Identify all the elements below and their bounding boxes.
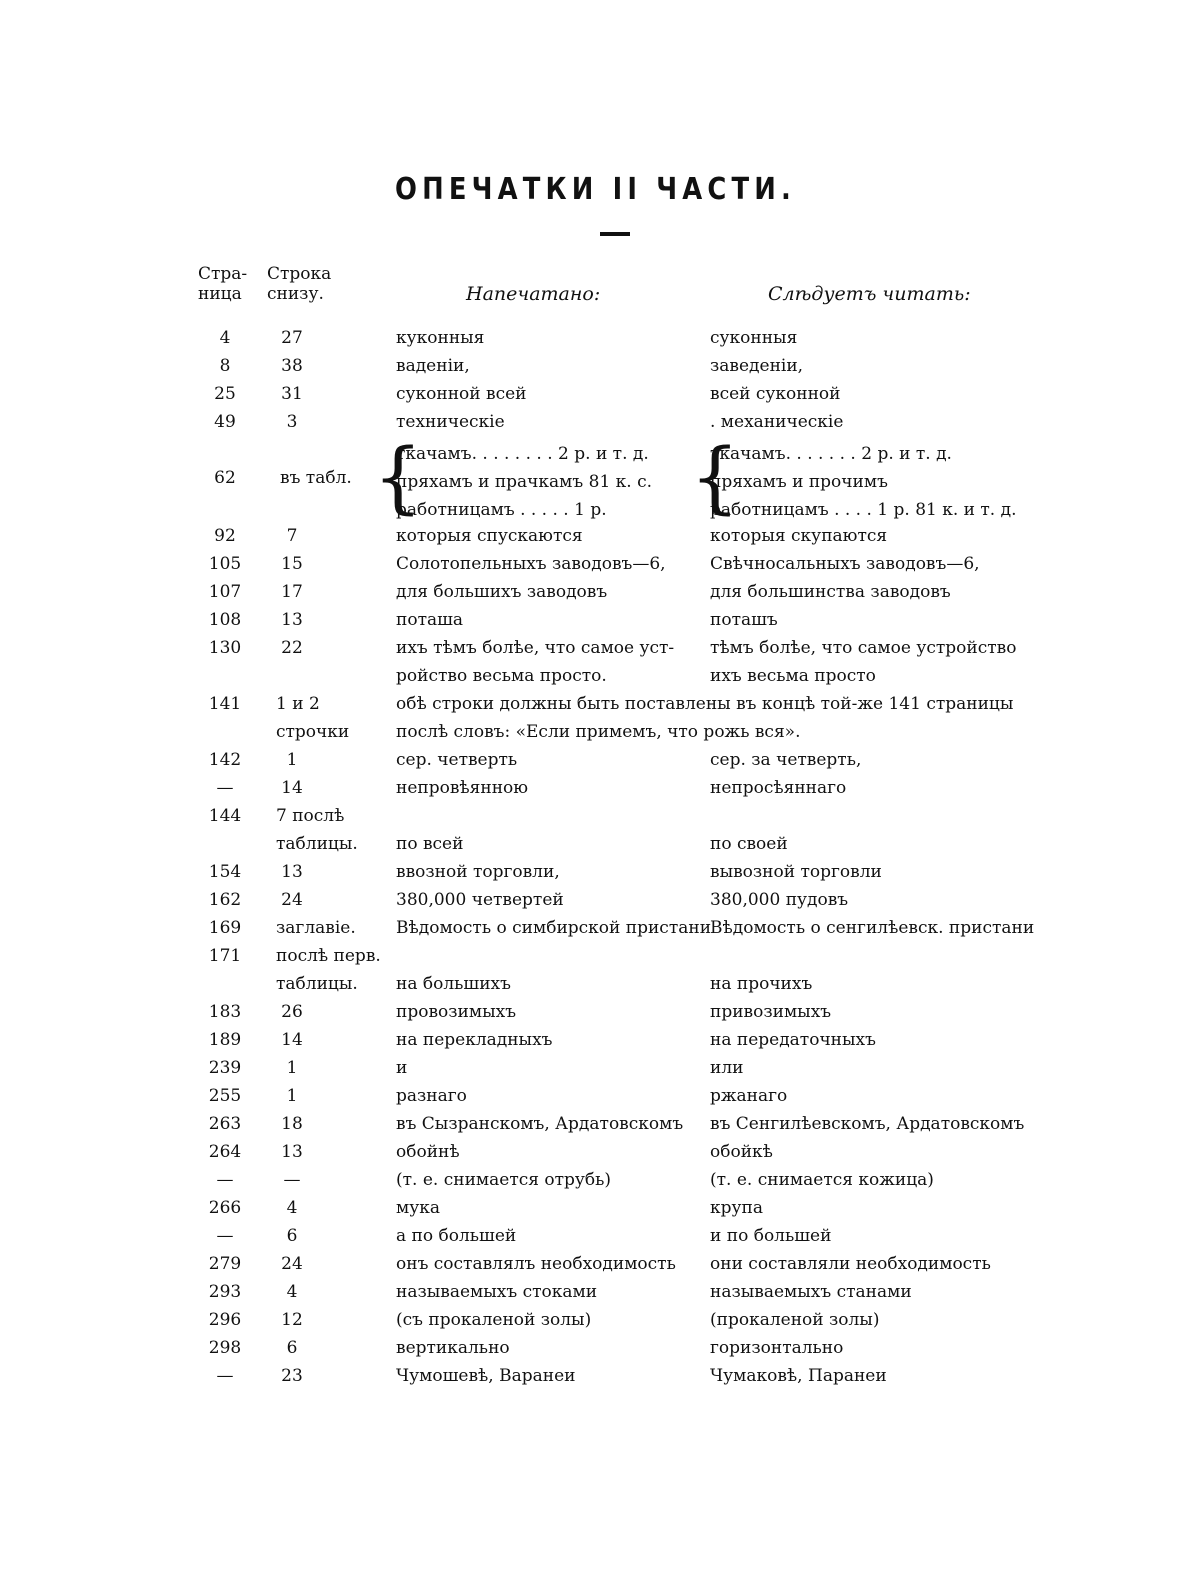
table-row [0, 858, 1191, 886]
line-cell: 27 [281, 328, 303, 348]
line-cell: 14 [281, 1030, 303, 1050]
line-cell: таблицы. [276, 974, 358, 994]
brace-line: работницамъ . . . . 1 р. 81 к. и т. д. [710, 500, 1017, 520]
printed-cell: разнаго [396, 1086, 467, 1106]
read-cell: крупа [710, 1198, 763, 1218]
printed-cell: ввозной торговли, [396, 862, 560, 882]
table-row [0, 746, 1191, 774]
printed-cell: на большихъ [396, 974, 511, 994]
page-cell: 264 [208, 1142, 242, 1162]
line-cell: 7 послѣ [276, 806, 345, 826]
line-cell: 1 [286, 1086, 298, 1106]
printed-cell: техническіе [396, 412, 505, 432]
table-row-brace [0, 433, 1191, 523]
brace-line: ткачамъ. . . . . . . 2 р. и т. д. [710, 444, 952, 464]
table-row [0, 1110, 1191, 1138]
table-row [0, 324, 1191, 352]
printed-cell: онъ составлялъ необходимость [396, 1254, 676, 1274]
line-cell: 17 [281, 582, 303, 602]
table-row [0, 886, 1191, 914]
line-cell: 22 [281, 638, 303, 658]
table-row [0, 578, 1191, 606]
read-cell: и по большей [710, 1226, 832, 1246]
line-cell: 6 [286, 1226, 298, 1246]
printed-cell: непровѣянною [396, 778, 529, 798]
page-cell: 105 [208, 554, 242, 574]
line-cell: 13 [281, 1142, 303, 1162]
line-cell: 24 [281, 890, 303, 910]
printed-cell: Чумошевѣ, Варанеи [396, 1366, 576, 1386]
table-row [0, 1362, 1191, 1390]
table-row [0, 998, 1191, 1026]
printed-lines [396, 440, 652, 524]
title-rule [600, 232, 630, 236]
printed-cell: въ Сызранскомъ, Ардатовскомъ [396, 1114, 684, 1134]
read-cell: суконныя [710, 328, 798, 348]
page-cell: 255 [208, 1086, 242, 1106]
printed-cell: для большихъ заводовъ [396, 582, 608, 602]
read-cell: заведеніи, [710, 356, 804, 376]
table-row [0, 1194, 1191, 1222]
line-cell: 1 [286, 1058, 298, 1078]
line-cell: строчки [276, 722, 350, 742]
read-cell: на прочихъ [710, 974, 813, 994]
read-cell: (прокаленой золы) [710, 1310, 880, 1330]
table-row [0, 802, 1191, 830]
table-row [0, 1054, 1191, 1082]
line-cell: — [283, 1170, 301, 1190]
table-row [0, 634, 1191, 662]
page-cell: 266 [208, 1198, 242, 1218]
page-cell: 4 [219, 328, 231, 348]
page-cell: — [216, 1226, 234, 1246]
page-cell: 107 [208, 582, 242, 602]
header-page-line2: ница [198, 284, 242, 304]
printed-cell: сер. четверть [396, 750, 518, 770]
read-cell: ихъ весьма просто [710, 666, 876, 686]
read-cell: обойкѣ [710, 1142, 773, 1162]
printed-cell: послѣ словъ: «Если примемъ, что рожь вся». [396, 722, 801, 742]
printed-cell: суконной всей [396, 384, 527, 404]
brace-line: пряхамъ и прочимъ [710, 472, 888, 492]
read-cell: Свѣчносальныхъ заводовъ—6, [710, 554, 980, 574]
printed-cell: поташа [396, 610, 464, 630]
line-cell: 1 и 2 [276, 694, 320, 714]
read-lines [710, 440, 1017, 524]
table-row [0, 1026, 1191, 1054]
page-cell: — [216, 778, 234, 798]
printed-cell: и [396, 1058, 408, 1078]
header-page [198, 264, 247, 304]
printed-cell: куконныя [396, 328, 485, 348]
line-cell: 38 [281, 356, 303, 376]
read-cell: по своей [710, 834, 788, 854]
line-cell: 1 [286, 750, 298, 770]
header-line-line2: снизу. [267, 284, 324, 304]
printed-cell: на перекладныхъ [396, 1030, 553, 1050]
table-row [0, 1334, 1191, 1362]
printed-cell: провозимыхъ [396, 1002, 517, 1022]
printed-cell: ройство весьма просто. [396, 666, 607, 686]
page-cell: 108 [208, 610, 242, 630]
page-cell: 189 [208, 1030, 242, 1050]
read-cell: Чумаковѣ, Паранеи [710, 1366, 887, 1386]
printed-cell: ваденіи, [396, 356, 470, 376]
page-cell: 296 [208, 1310, 242, 1330]
page-cell: — [216, 1170, 234, 1190]
printed-cell: ихъ тѣмъ болѣе, что самое уст- [396, 638, 675, 658]
page-cell: 239 [208, 1058, 242, 1078]
line-cell: заглавіе. [276, 918, 356, 938]
read-cell: называемыхъ станами [710, 1282, 912, 1302]
printed-cell: обойнѣ [396, 1142, 460, 1162]
page-cell: 169 [208, 918, 242, 938]
table-row [0, 1306, 1191, 1334]
read-cell: вывозной торговли [710, 862, 882, 882]
page-cell: 154 [208, 862, 242, 882]
table-row [0, 718, 1191, 746]
line-cell: 7 [286, 526, 298, 546]
read-cell: горизонтально [710, 1338, 844, 1358]
page-cell: 8 [219, 356, 231, 376]
page-cell: 171 [208, 946, 242, 966]
table-row [0, 380, 1191, 408]
printed-cell: вертикально [396, 1338, 510, 1358]
table-row [0, 1082, 1191, 1110]
page-cell: 62 [214, 468, 236, 488]
page-cell: — [216, 1366, 234, 1386]
printed-cell: 380,000 четвертей [396, 890, 564, 910]
read-cell: въ Сенгилѣевскомъ, Ардатовскомъ [710, 1114, 1025, 1134]
read-cell: которыя скупаются [710, 526, 888, 546]
brace-line: работницамъ . . . . . 1 р. [396, 500, 607, 520]
page-cell: 263 [208, 1114, 242, 1134]
printed-cell: (съ прокаленой золы) [396, 1310, 592, 1330]
read-cell: ржанаго [710, 1086, 788, 1106]
table-row [0, 1166, 1191, 1194]
read-cell: привозимыхъ [710, 1002, 832, 1022]
table-row [0, 606, 1191, 634]
printed-cell: мука [396, 1198, 440, 1218]
page-cell: 144 [208, 806, 242, 826]
line-cell: 15 [281, 554, 303, 574]
read-cell: на передаточныхъ [710, 1030, 876, 1050]
line-cell: 18 [281, 1114, 303, 1134]
printed-cell: обѣ строки должны быть поставлены въ концѣ той-же 141 страницы [396, 694, 1014, 714]
brace-line: ткачамъ. . . . . . . . 2 р. и т. д. [396, 444, 649, 464]
line-cell: таблицы. [276, 834, 358, 854]
printed-cell: а по большей [396, 1226, 517, 1246]
page-cell: 130 [208, 638, 242, 658]
errata-table [0, 324, 1191, 1390]
header-line-line1: Строка [267, 264, 332, 284]
line-cell: 4 [286, 1282, 298, 1302]
table-row [0, 690, 1191, 718]
page-cell: 298 [208, 1338, 242, 1358]
table-row [0, 830, 1191, 858]
line-cell: 14 [281, 778, 303, 798]
page-cell: 141 [208, 694, 242, 714]
page-cell: 142 [208, 750, 242, 770]
line-cell: 23 [281, 1366, 303, 1386]
printed-cell: Вѣдомость о симбирской пристани [396, 918, 712, 938]
table-row [0, 1250, 1191, 1278]
read-cell: тѣмъ болѣе, что самое устройство [710, 638, 1017, 658]
table-row [0, 774, 1191, 802]
read-cell: всей суконной [710, 384, 841, 404]
read-cell: или [710, 1058, 744, 1078]
page-cell: 183 [208, 1002, 242, 1022]
read-cell: 380,000 пудовъ [710, 890, 849, 910]
table-row [0, 970, 1191, 998]
header-printed: Напечатано: [466, 283, 601, 305]
line-cell: 12 [281, 1310, 303, 1330]
line-cell: 4 [286, 1198, 298, 1218]
line-cell: 6 [286, 1338, 298, 1358]
page-cell: 279 [208, 1254, 242, 1274]
table-row [0, 1222, 1191, 1250]
table-row [0, 352, 1191, 380]
line-cell: 13 [281, 862, 303, 882]
page-cell: 162 [208, 890, 242, 910]
table-row [0, 408, 1191, 436]
read-cell: для большинства заводовъ [710, 582, 951, 602]
page-title: ОПЕЧАТКИ II ЧАСТИ. [394, 172, 797, 207]
table-row [0, 1138, 1191, 1166]
printed-cell: которыя спускаются [396, 526, 583, 546]
right-brace: { [690, 433, 740, 523]
printed-cell: (т. е. снимается отрубь) [396, 1170, 612, 1190]
page-cell: 25 [214, 384, 236, 404]
header-line [267, 264, 331, 304]
table-row [0, 942, 1191, 970]
table-row [0, 1278, 1191, 1306]
printed-cell: называемыхъ стоками [396, 1282, 598, 1302]
printed-cell: Солотопельныхъ заводовъ—6, [396, 554, 666, 574]
line-cell: въ табл. [280, 468, 352, 488]
printed-cell: по всей [396, 834, 464, 854]
read-cell: Вѣдомость о сенгилѣевск. пристани [710, 918, 1035, 938]
line-cell: 31 [281, 384, 303, 404]
read-cell: они составляли необходимость [710, 1254, 991, 1274]
table-row [0, 522, 1191, 550]
line-cell: 3 [286, 412, 298, 432]
header-read: Слѣдуетъ читать: [768, 283, 971, 305]
table-row [0, 914, 1191, 942]
line-cell: 24 [281, 1254, 303, 1274]
left-brace: { [373, 433, 423, 523]
table-row [0, 662, 1191, 690]
line-cell: 26 [281, 1002, 303, 1022]
table-row [0, 550, 1191, 578]
brace-line: пряхамъ и прачкамъ 81 к. с. [396, 472, 653, 492]
line-cell: 13 [281, 610, 303, 630]
page-cell: 293 [208, 1282, 242, 1302]
read-cell: непросѣяннаго [710, 778, 847, 798]
read-cell: . механическіе [710, 412, 844, 432]
read-cell: поташъ [710, 610, 778, 630]
read-cell: (т. е. снимается кожица) [710, 1170, 934, 1190]
read-cell: сер. за четверть, [710, 750, 862, 770]
page-cell: 92 [214, 526, 236, 546]
header-page-line1: Стра- [198, 264, 248, 284]
line-cell: послѣ перв. [276, 946, 381, 966]
page-cell: 49 [214, 412, 236, 432]
